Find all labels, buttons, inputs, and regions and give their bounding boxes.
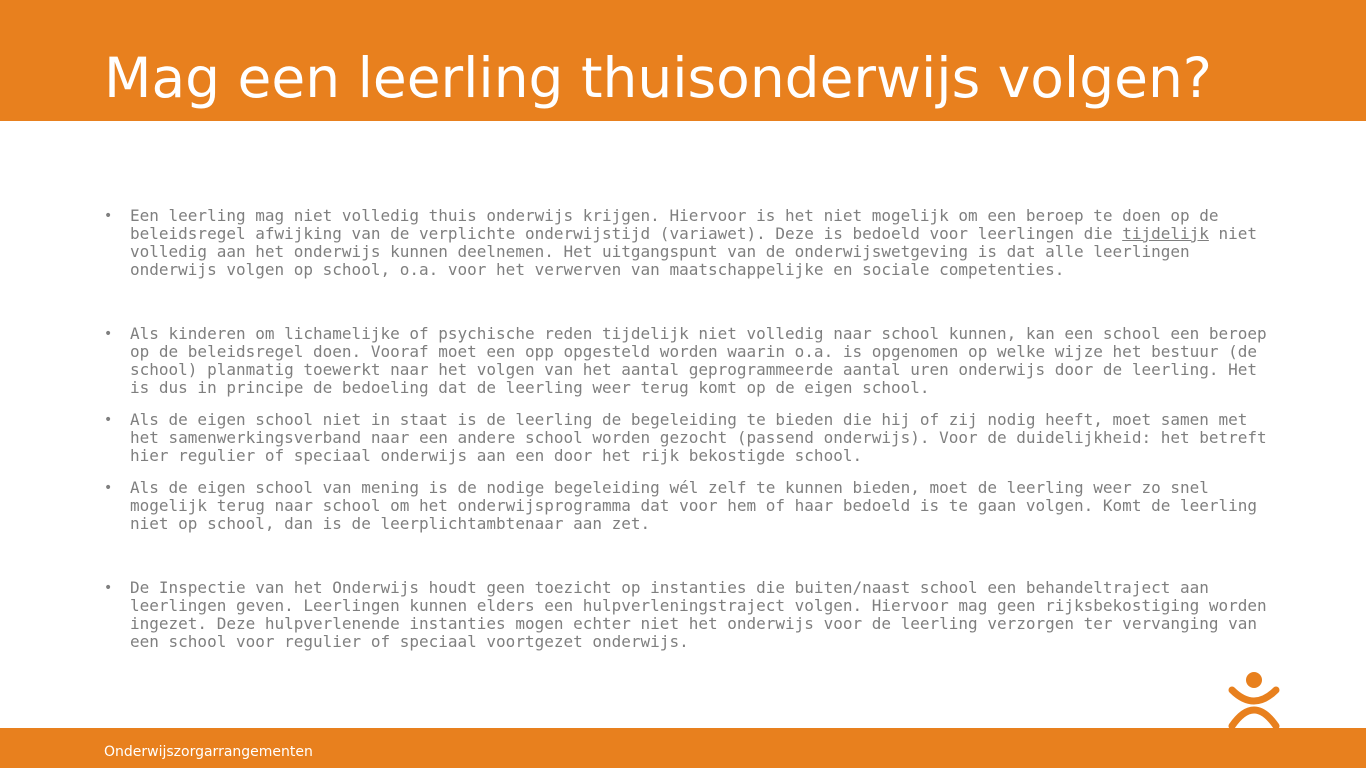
person-cheering-icon — [1226, 670, 1282, 728]
bullet-text: Als de eigen school niet in staat is de leerling de begeleiding te bieden die hij of zij nodig heeft, moet samen met het samenwerkingsverband naar een andere school worden gezocht (passend onderwijs). Voor de duidelijkheid: het betreft hier regulier of speciaal onderwijs aan een door het rijk bekostigde school. — [130, 410, 1267, 465]
slide-title: Mag een leerling thuisonderwijs volgen? — [104, 46, 1213, 110]
bullet-text: Een leerling mag niet volledig thuis onderwijs krijgen. Hiervoor is het niet mogelijk om een beroep te doen op de beleidsregel afwijking van de verplichte onderwijstijd (variawet). Deze is bedoeld voor leerlingen die — [130, 206, 1219, 243]
bullet-item — [100, 207, 1270, 279]
bullet-dot-icon: • — [104, 208, 113, 224]
bullet-dot-icon: • — [104, 326, 113, 342]
emphasis-text: tijdelijk — [1122, 224, 1209, 243]
bullet-item — [100, 479, 1270, 533]
bullet-list — [100, 207, 1270, 651]
bullet-text: De Inspectie van het Onderwijs houdt geen toezicht op instanties die buiten/naast school een behandeltraject aan leerlingen geven. Leerlingen kunnen elders een hulpverleningstraject volgen. Hiervoor mag geen rijksbekostiging worden ingezet. Deze hulpverlenende instanties mogen echter niet het onderwijs voor de leerling verzorgen ter vervanging van een school voor regulier of speciaal voortgezet onderwijs. — [130, 578, 1267, 651]
footer-text: Onderwijszorgarrangementen — [104, 744, 313, 760]
bullet-text: Als de eigen school van mening is de nodige begeleiding wél zelf te kunnen bieden, moet de leerling weer zo snel mogelijk terug naar school om het onderwijsprogramma dat voor hem of haar bedoeld is te gaan volgen. Komt de leerling niet op school, dan is de leerplichtambtenaar aan zet. — [130, 478, 1258, 533]
bullet-dot-icon: • — [104, 480, 113, 496]
bullet-dot-icon: • — [104, 580, 113, 596]
bullet-item — [100, 411, 1270, 465]
bullet-text: Als kinderen om lichamelijke of psychische reden tijdelijk niet volledig naar school kunnen, kan een school een beroep op de beleidsregel doen. Vooraf moet een opp opgesteld worden waarin o.a. is opgenomen op welke wijze het bestuur (de school) planmatig toewerkt naar het volgen van het aantal geprogrammeerde aantal uren onderwijs door de leerling. Het is dus in principe de bedoeling dat de leerling weer terug komt op de eigen school. — [130, 324, 1267, 397]
bullet-text: niet volledig aan het onderwijs kunnen deelnemen. Het uitgangspunt van de onderwijswetgeving is dat alle leerlingen onderwijs volgen op school, o.a. voor het verwerven van maatschappelijke en sociale competenties. — [130, 224, 1258, 279]
bullet-item — [100, 579, 1270, 651]
bullet-item — [100, 325, 1270, 397]
bullet-dot-icon: • — [104, 412, 113, 428]
